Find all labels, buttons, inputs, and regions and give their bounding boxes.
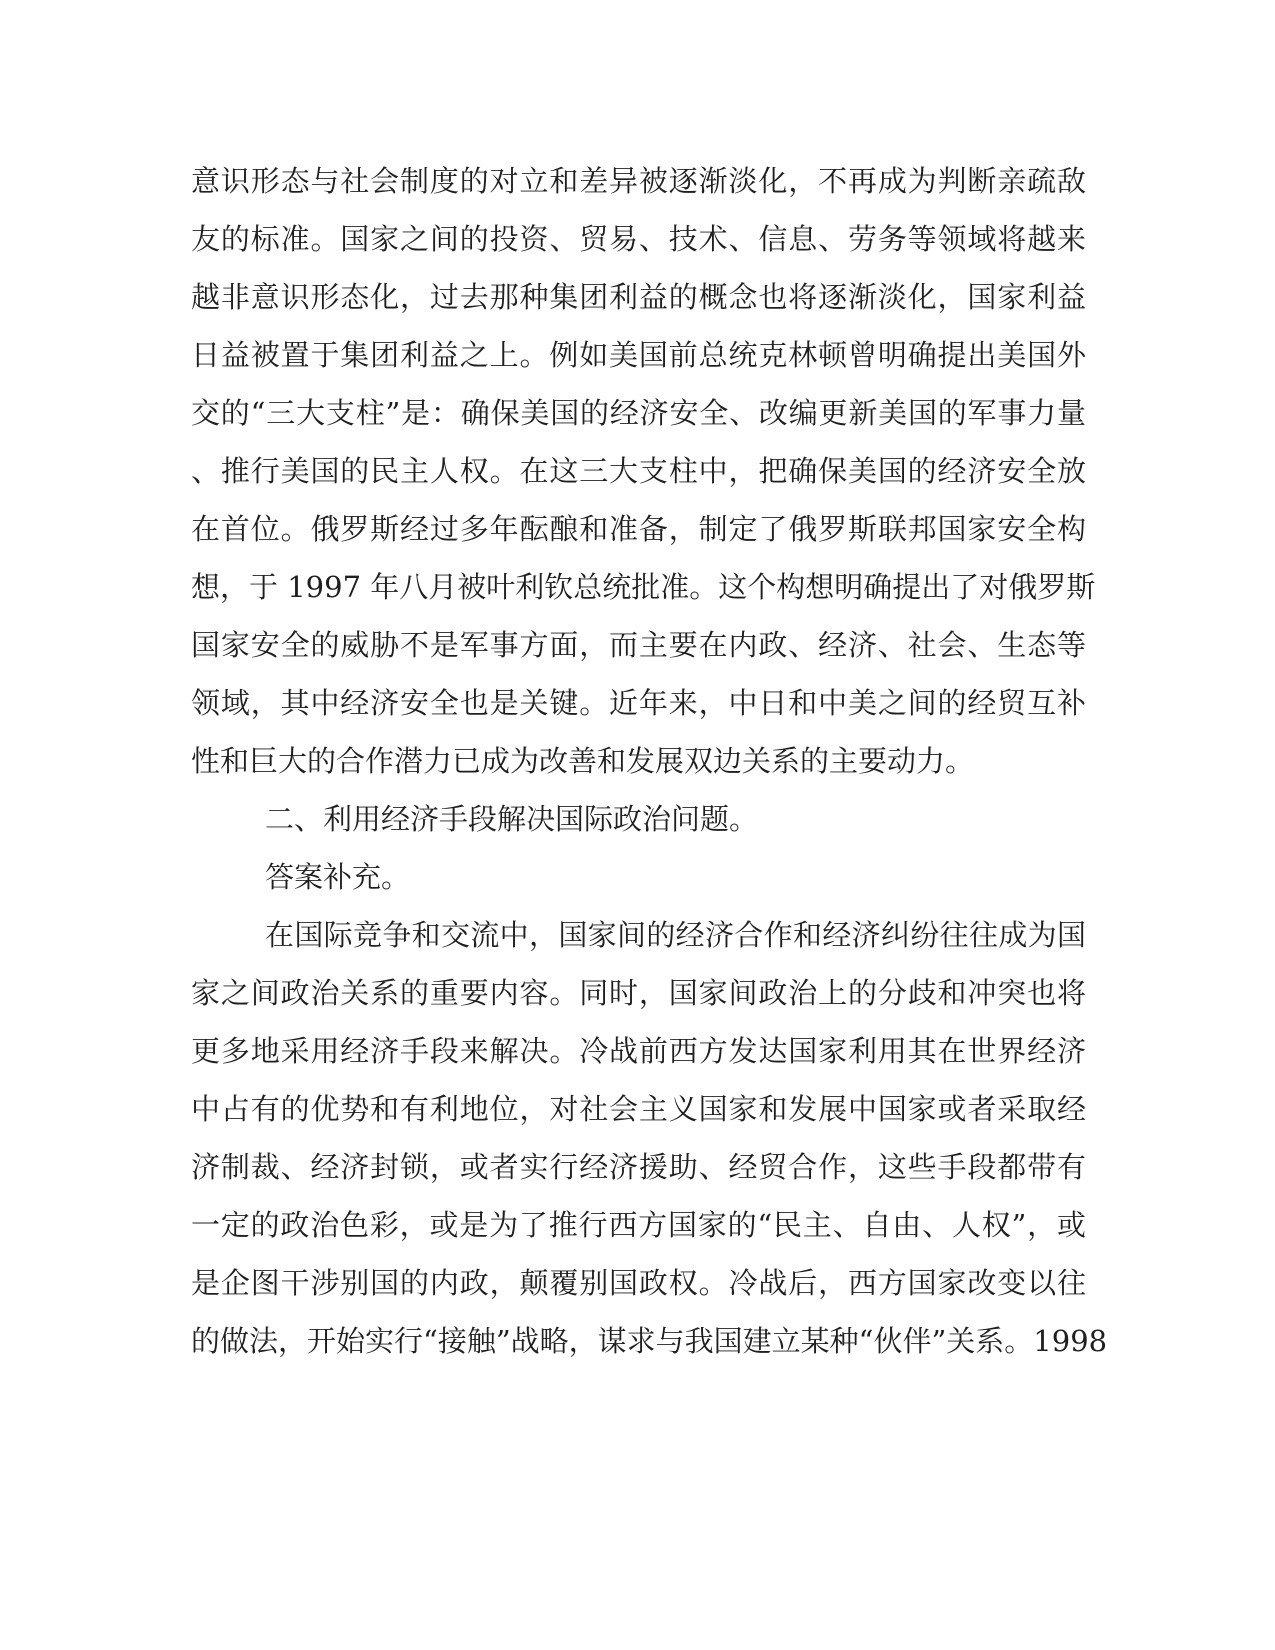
text-line: 更多地采用经济手段来解决。冷战前西方发达国家利用其在世界经济 [191, 1034, 1086, 1068]
answer-supplement-label: 答案补充。 [265, 860, 411, 894]
text-line: 济制裁、经济封锁，或者实行经济援助、经贸合作，这些手段都带有 [191, 1150, 1086, 1184]
text-line: 中占有的优势和有利地位，对社会主义国家和发展中国家或者采取经 [191, 1092, 1086, 1126]
text-line: 是企图干涉别国的内政，颠覆别国政权。冷战后，西方国家改变以往 [191, 1266, 1086, 1300]
text-line: 、推行美国的民主人权。在这三大支柱中，把确保美国的经济安全放 [191, 454, 1086, 488]
text-line: 性和巨大的合作潜力已成为改善和发展双边关系的主要动力。 [191, 744, 975, 778]
text-line: 友的标准。国家之间的投资、贸易、技术、信息、劳务等领域将越来 [191, 222, 1086, 256]
text-line: 想，于 1997 年八月被叶利钦总统批准。这个构想明确提出了对俄罗斯 [191, 570, 1096, 604]
text-line: 一定的政治色彩，或是为了推行西方国家的“民主、自由、人权”，或 [191, 1208, 1086, 1242]
text-line: 交的“三大支柱”是：确保美国的经济安全、改编更新美国的军事力量 [191, 396, 1086, 430]
text-line: 日益被置于集团利益之上。例如美国前总统克林顿曾明确提出美国外 [191, 338, 1086, 372]
section-heading: 二、利用经济手段解决国际政治问题。 [265, 802, 759, 836]
text-line: 越非意识形态化，过去那种集团利益的概念也将逐渐淡化，国家利益 [191, 280, 1086, 314]
text-line: 国家安全的威胁不是军事方面，而主要在内政、经济、社会、生态等 [191, 628, 1086, 662]
text-line: 意识形态与社会制度的对立和差异被逐渐淡化，不再成为判断亲疏敌 [191, 164, 1086, 198]
text-line: 在首位。俄罗斯经过多年酝酿和准备，制定了俄罗斯联邦国家安全构 [191, 512, 1086, 546]
text-line: 家之间政治关系的重要内容。同时，国家间政治上的分歧和冲突也将 [191, 976, 1086, 1010]
text-line: 的做法，开始实行“接触”战略，谋求与我国建立某种“伙伴”关系。1998 [191, 1324, 1108, 1358]
text-line: 领域，其中经济安全也是关键。近年来，中日和中美之间的经贸互补 [191, 686, 1086, 720]
text-line: 在国际竞争和交流中，国家间的经济合作和经济纠纷往往成为国 [265, 918, 1086, 952]
